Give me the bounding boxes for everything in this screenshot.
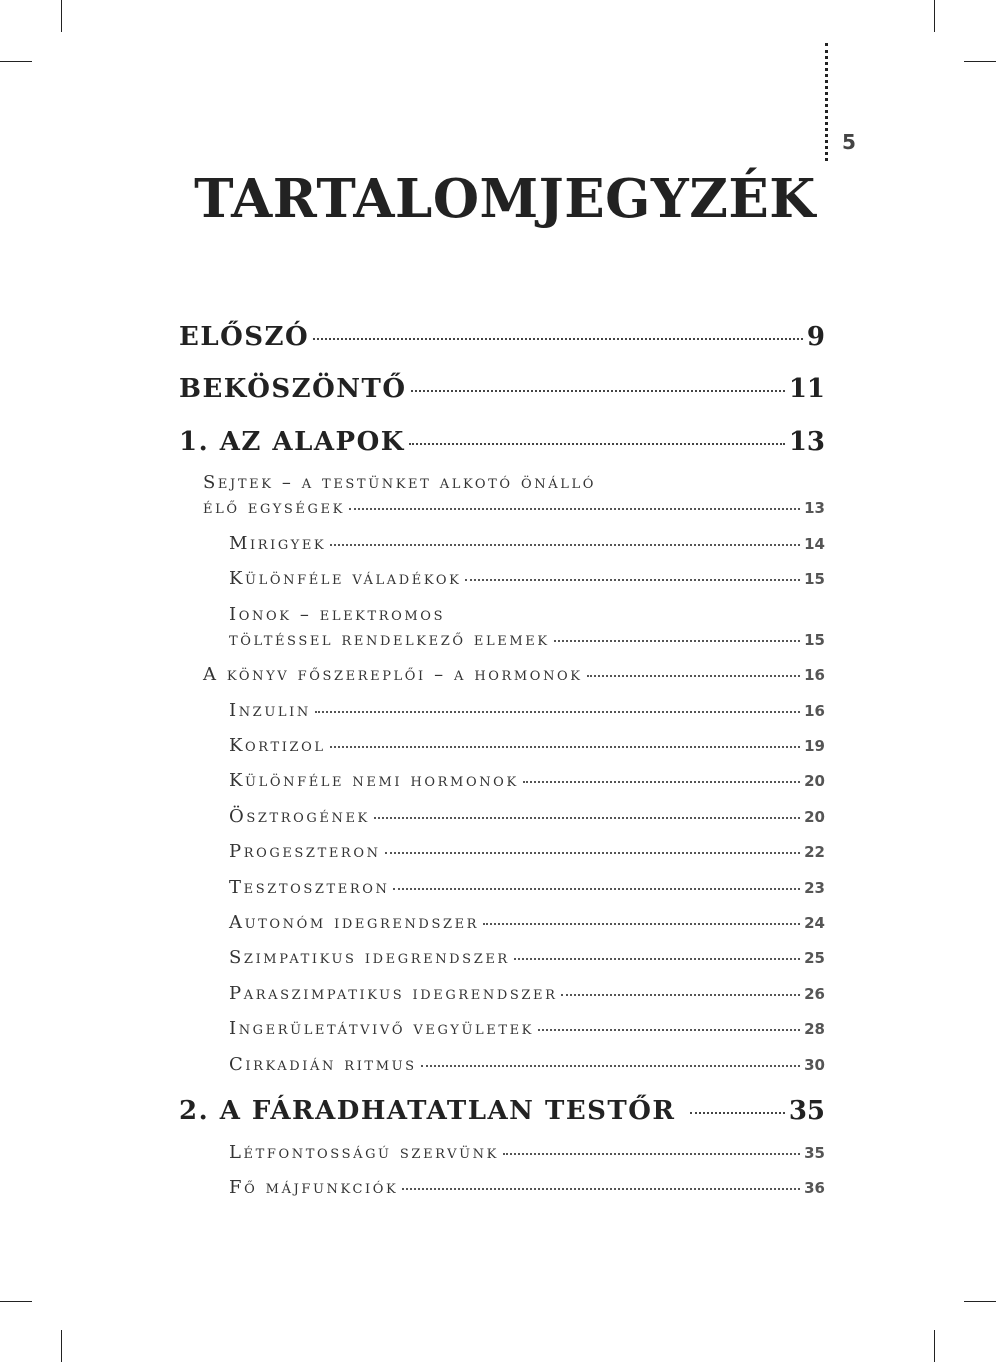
dot-leader (315, 711, 800, 713)
toc-label: ELŐSZÓ (179, 322, 310, 352)
toc-entry-szimpatikus[interactable] (229, 947, 825, 968)
toc-label: Kortizol (229, 735, 326, 756)
toc-page: 9 (806, 322, 825, 352)
toc-label: Cirkadián ritmus (229, 1054, 417, 1075)
toc-page: 35 (788, 1096, 825, 1126)
dot-leader (349, 508, 800, 510)
toc-page: 28 (804, 1020, 825, 1038)
dot-leader (393, 888, 800, 890)
toc-label: Ingerületátvivő vegyületek (229, 1018, 534, 1039)
toc-label: Inzulin (229, 700, 311, 721)
dot-leader (330, 746, 801, 748)
toc-page: 30 (804, 1056, 825, 1074)
dot-leader (411, 390, 785, 392)
toc-page: 13 (804, 499, 825, 517)
toc-entry-paraszimpatikus[interactable] (229, 983, 825, 1004)
toc-label: töltéssel rendelkező elemek (229, 629, 550, 650)
toc-label: Fő májfunkciók (229, 1177, 399, 1198)
toc-label: Paraszimpatikus idegrendszer (229, 983, 558, 1004)
dot-leader (561, 994, 800, 996)
toc-label-line1: Ionok – elektromos (229, 604, 446, 625)
toc-entry-osztrogenek[interactable] (229, 806, 825, 827)
dot-leader (690, 1112, 785, 1114)
toc-label: Mirigyek (229, 533, 327, 554)
toc-page: 15 (804, 570, 825, 588)
toc-label: Létfontosságú szervünk (229, 1142, 499, 1163)
toc-label: 2. A FÁRADHATATLAN TESTŐR (179, 1096, 676, 1126)
dot-leader (514, 958, 800, 960)
toc-entry-ingeruletatvivo[interactable] (229, 1018, 825, 1039)
toc-entry-chapter-2[interactable] (179, 1096, 825, 1126)
toc-page: 16 (804, 702, 825, 720)
dot-leader (313, 338, 803, 340)
toc-label: Szimpatikus idegrendszer (229, 947, 510, 968)
toc-entry-eloszo[interactable] (179, 322, 825, 352)
page-number: 5 (842, 130, 856, 154)
toc-page: 15 (804, 631, 825, 649)
toc-entry-progeszteron[interactable] (229, 841, 825, 862)
toc-page: 20 (804, 808, 825, 826)
toc-label: Különféle váladékok (229, 568, 462, 589)
dot-leader (465, 579, 800, 581)
toc-page: 11 (788, 374, 825, 404)
toc-page: 24 (804, 914, 825, 932)
toc-entry-mirigyek[interactable] (229, 533, 825, 554)
toc-page: 19 (804, 737, 825, 755)
toc-label: Különféle nemi hormonok (229, 770, 519, 791)
toc-label: élő egységek (203, 497, 345, 518)
toc-page: 26 (804, 985, 825, 1003)
toc-label: Progeszteron (229, 841, 381, 862)
page-title: TARTALOMJEGYZÉK (194, 168, 816, 230)
dot-leader (523, 781, 800, 783)
dot-leader (409, 443, 785, 445)
toc-entry-autonom[interactable] (229, 912, 825, 933)
toc-label: BEKÖSZÖNTŐ (179, 374, 407, 404)
toc-entry-chapter-1[interactable] (179, 427, 825, 457)
toc-page: 14 (804, 535, 825, 553)
toc-page: 25 (804, 949, 825, 967)
toc-label: 1. AZ ALAPOK (179, 427, 405, 457)
toc-page: 13 (788, 427, 825, 457)
toc-entry-inzulin[interactable] (229, 700, 825, 721)
dot-leader (330, 544, 800, 546)
toc-label: Tesztoszteron (229, 877, 390, 898)
toc-page: 23 (804, 879, 825, 897)
dot-leader (587, 675, 801, 677)
toc-entry-tesztoszteron[interactable] (229, 877, 825, 898)
toc-entry-valadekok[interactable] (229, 568, 825, 589)
toc-page: 16 (804, 666, 825, 684)
dot-leader (402, 1188, 800, 1190)
dot-leader (538, 1029, 800, 1031)
toc-entry-nemi-hormonok[interactable] (229, 770, 825, 791)
toc-label: Autonóm idegrendszer (229, 912, 480, 933)
toc-label: Ösztrogének (229, 806, 370, 827)
toc-entry-majfunkciok[interactable] (229, 1177, 825, 1198)
dot-leader (554, 640, 800, 642)
toc-page: 36 (804, 1179, 825, 1197)
toc-entry-kortizol[interactable] (229, 735, 825, 756)
dot-leader (483, 923, 800, 925)
toc-entry-hormonok[interactable] (203, 664, 825, 685)
dot-leader (503, 1153, 800, 1155)
toc-label-line1: Sejtek – a testünket alkotó önálló (203, 472, 596, 493)
toc-page: 22 (804, 843, 825, 861)
toc-label: A könyv főszereplői – a hormonok (203, 664, 583, 685)
toc-entry-letfontossagu[interactable] (229, 1142, 825, 1163)
toc-page: 20 (804, 772, 825, 790)
toc-entry-cirkadian[interactable] (229, 1054, 825, 1075)
toc-page: 35 (804, 1144, 825, 1162)
dot-leader (385, 852, 801, 854)
toc-entry-koszonto[interactable] (179, 374, 825, 404)
dot-leader (421, 1065, 800, 1067)
dot-leader (374, 817, 800, 819)
